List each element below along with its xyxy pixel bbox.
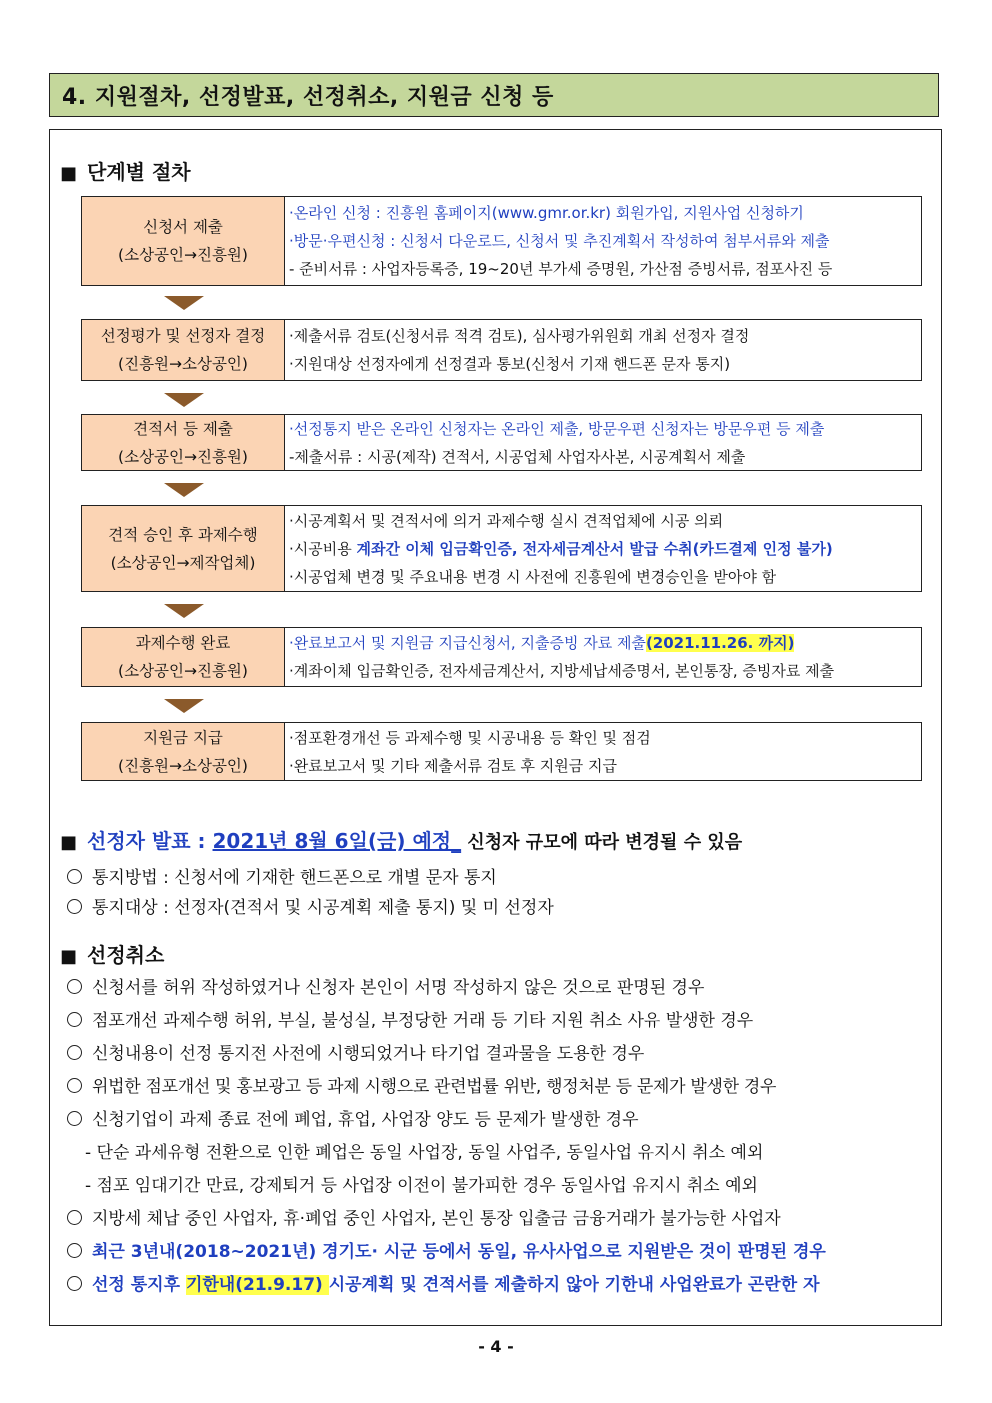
list-item: 점포개선 과제수행 허위, 부실, 불성실, 부정당한 거래 등 기타 지원 취소 사유 발생한 경우 [67,1006,753,1031]
section-title: 4. 지원절차, 선정발표, 선정취소, 지원금 신청 등 [49,73,939,117]
circle-bullet-icon [67,1276,82,1291]
circle-bullet-icon [67,1078,82,1093]
down-arrow-icon [164,393,204,407]
step-label: 견적 승인 후 과제수행 (소상공인→제작업체) [82,506,285,591]
step-detail-line: ·시공비용 계좌간 이체 입금확인증, 전자세금계산서 발급 수취(카드결제 인정 불가) [289,539,833,558]
list-item: 신청내용이 선정 통지전 사전에 시행되었거나 타기업 결과물을 도용한 경우 [67,1039,644,1064]
step-selection [81,319,922,381]
step-quote-submission [81,414,922,471]
list-item: 신청서를 허위 작성하였거나 신청자 본인이 서명 작성하지 않은 것으로 판명된 경우 [67,973,704,998]
circle-bullet-icon [67,1111,82,1126]
circle-bullet-icon [67,1210,82,1225]
step-details: ·온라인 신청 : 진흥원 홈페이지(www.gmr.or.kr) 회원가입, 지원사업 신청하기 ·방문·우편신청 : 신청서 다운로드, 신청서 및 추진계획서 작성하여 첨부서류와 제출 - 준비서류 : 사업자등록증, 19~20년 부가세 증명원, 가산점 증빙서류, 점포사진 등 [289,204,833,278]
list-item: 통지대상 : 선정자(견적서 및 시공계획 제출 통지) 및 미 선정자 [67,893,554,918]
step-label: 과제수행 완료 (소상공인→진흥원) [82,628,285,686]
procedure-heading: ■ 단계별 절차 [60,160,191,184]
circle-bullet-icon [67,899,82,914]
step-detail-line: ·완료보고서 및 지원금 지급신청서, 지출증빙 자료 제출(2021.11.26. 까지) [289,634,795,652]
list-item: 위법한 점포개선 및 홍보광고 등 과제 시행으로 관련법률 위반, 행정처분 등 문제가 발생한 경우 [67,1072,776,1097]
square-bullet-icon: ■ [60,946,78,967]
circle-bullet-icon [67,979,82,994]
circle-bullet-icon [67,1243,82,1258]
step-application [81,196,922,286]
list-item: 신청기업이 과제 종료 전에 폐업, 휴업, 사업장 양도 등 문제가 발생한 경우 [67,1105,639,1130]
down-arrow-icon [164,604,204,618]
circle-bullet-icon [67,1012,82,1027]
step-label: 견적서 등 제출 (소상공인→진흥원) [82,415,285,470]
step-payment [81,722,922,781]
page-number: - 4 - [478,1337,514,1356]
circle-bullet-icon [67,1045,82,1060]
down-arrow-icon [164,483,204,497]
cancellation-heading: ■ 선정취소 [60,943,165,967]
list-item: 통지방법 : 신청서에 기재한 핸드폰으로 개별 문자 통지 [67,863,497,888]
step-details: ·점포환경개선 등 과제수행 및 시공내용 등 확인 및 점검 ·완료보고서 및 기타 제출서류 검토 후 지원금 지급 [289,728,651,775]
list-item: 최근 3년내(2018~2021년) 경기도· 시군 등에서 동일, 유사사업으로 지원받은 것이 판명된 경우 [67,1237,826,1262]
down-arrow-icon [164,296,204,310]
square-bullet-icon: ■ [60,163,78,184]
step-label: 선정평가 및 선정자 결정 (진흥원→소상공인) [82,320,285,380]
step-task-completion [81,627,922,687]
step-details: ·완료보고서 및 지원금 지급신청서, 지출증빙 자료 제출(2021.11.26. 까지) ·계좌이체 입금확인증, 전자세금계산서, 지방세납세증명서, 본인통장, 증빙자료 제출 [285,628,921,686]
step-label: 지원금 지급 (진흥원→소상공인) [82,723,285,780]
list-sub-item: - 점포 임대기간 만료, 강제퇴거 등 사업장 이전이 불가피한 경우 동일사업 유지시 취소 예외 [85,1176,758,1196]
step-details: ·선정통지 받은 온라인 신청자는 온라인 제출, 방문우편 신청자는 방문우편 등 제출 -제출서류 : 시공(제작) 견적서, 시공업체 사업자사본, 시공계획서 제출 [289,419,825,466]
square-bullet-icon: ■ [60,832,78,853]
announcement-heading: ■ 선정자 발표 : 2021년 8월 6일(금) 예정_ 신청자 규모에 따라 변경될 수 있음 [60,829,743,853]
step-details: ·시공계획서 및 견적서에 의거 과제수행 실시 견적업체에 시공 의뢰 ·시공비용 계좌간 이체 입금확인증, 전자세금계산서 발급 수취(카드결제 인정 불가) ·시공업체 변경 및 주요내용 변경 시 사전에 진흥원에 변경승인을 받아야 함 [285,506,921,591]
step-label: 신청서 제출 (소상공인→진흥원) [82,197,285,285]
list-sub-item: - 단순 과세유형 전환으로 인한 폐업은 동일 사업장, 동일 사업주, 동일사업 유지시 취소 예외 [85,1143,764,1163]
list-item: 선정 통지후 기한내(21.9.17) 시공계획 및 견적서를 제출하지 않아 기한내 사업완료가 곤란한 자 [67,1270,820,1295]
step-task-execution [81,505,922,592]
down-arrow-icon [164,699,204,713]
list-item: 지방세 체납 중인 사업자, 휴·폐업 중인 사업자, 본인 통장 입출금 금융거래가 불가능한 사업자 [67,1204,781,1229]
circle-bullet-icon [67,869,82,884]
step-details: ·제출서류 검토(신청서류 적격 검토), 심사평가위원회 개최 선정자 결정 ·지원대상 선정자에게 선정결과 통보(신청서 기재 핸드폰 문자 통지) [289,327,750,373]
